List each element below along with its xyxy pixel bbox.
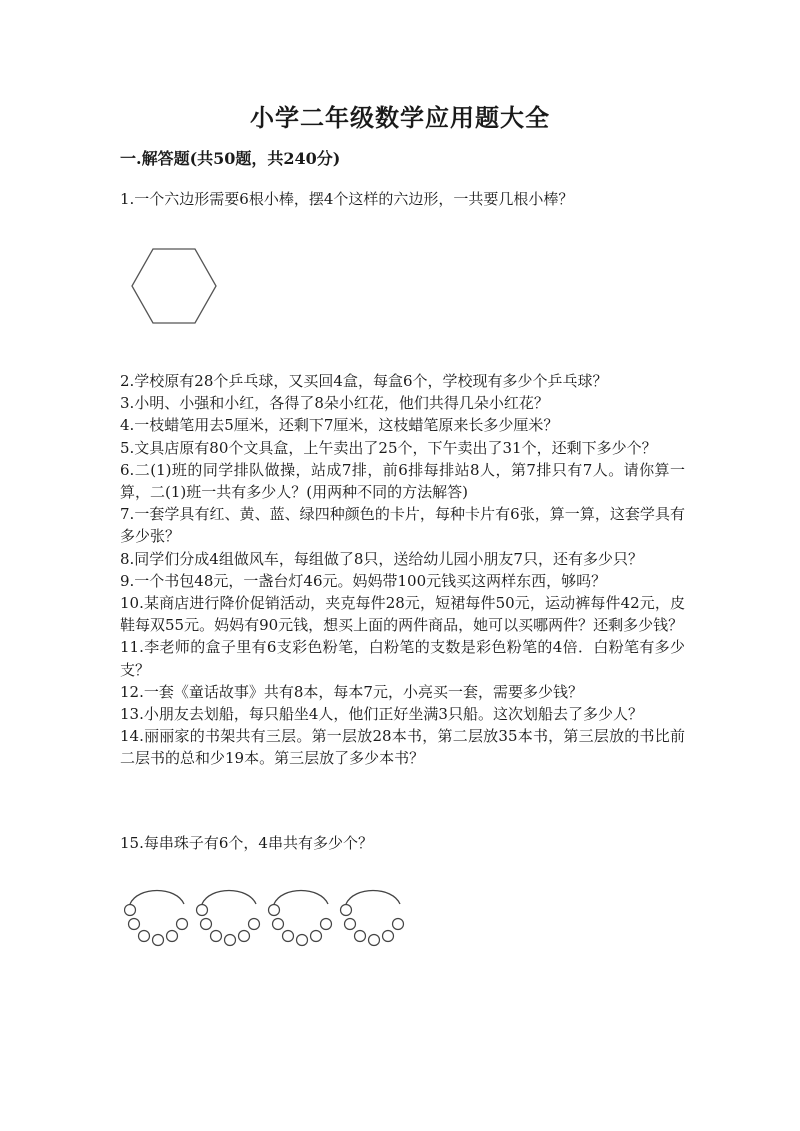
bead-circle	[201, 919, 212, 930]
bead-circle	[197, 905, 208, 916]
question-11: 11.李老师的盒子里有6支彩色粉笔，白粉笔的支数是彩色粉笔的4倍．白粉笔有多少支？	[120, 638, 685, 679]
string-arc	[202, 891, 256, 905]
bead-circle	[355, 931, 366, 942]
question-5: 5.文具店原有80个文具盒，上午卖出了25个，下午卖出了31个，还剩下多少个？	[120, 438, 657, 457]
bead-circle	[369, 935, 380, 946]
bead-circle	[239, 931, 250, 942]
bead-circle	[153, 935, 164, 946]
question-7: 7.一套学具有红、黄、蓝、绿四种颜色的卡片，每种卡片有6张，算一算，这套学具有多少张？	[120, 505, 685, 546]
bead-circle	[211, 931, 222, 942]
string-arc	[274, 891, 328, 905]
bead-circle	[283, 931, 294, 942]
bead-circle	[125, 905, 136, 916]
question-list	[120, 370, 685, 770]
bead-circle	[129, 919, 140, 930]
question-14: 14.丽丽家的书架共有三层。第一层放28本书，第二层放35本书，第三层放的书比前二层书的总和少19本。第三层放了多少本书？	[120, 727, 685, 768]
bead-string	[197, 891, 260, 946]
bead-circle	[167, 931, 178, 942]
bead-strings-figure	[124, 888, 424, 958]
question-1: 1.一个六边形需要6根小棒，摆4个这样的六边形，一共要几根小棒？	[120, 190, 574, 208]
bead-circle	[225, 935, 236, 946]
bead-circle	[297, 935, 308, 946]
bead-circle	[321, 919, 332, 930]
string-arc	[130, 891, 184, 905]
bead-circle	[177, 919, 188, 930]
question-8: 8.同学们分成4组做风车，每组做了8只，送给幼儿园小朋友7只，还有多少只？	[120, 549, 643, 568]
question-9: 9.一个书包48元，一盏台灯46元。妈妈带100元钱买这两样东西，够吗？	[120, 571, 607, 590]
string-arc	[346, 891, 400, 905]
bead-circle	[269, 905, 280, 916]
bead-circle	[273, 919, 284, 930]
bead-circle	[383, 931, 394, 942]
bead-circle	[393, 919, 404, 930]
bead-string	[341, 891, 404, 946]
bead-circle	[139, 931, 150, 942]
section-heading: 一.解答题(共50题，共240分)	[120, 149, 341, 168]
bead-string	[269, 891, 332, 946]
question-15: 15.每串珠子有6个，4串共有多少个？	[120, 834, 373, 852]
question-2: 2.学校原有28个乒乓球，又买回4盒，每盒6个，学校现有多少个乒乓球？	[120, 372, 608, 390]
bead-circle	[249, 919, 260, 930]
question-4: 4.一枝蜡笔用去5厘米，还剩下7厘米，这枝蜡笔原来长多少厘米？	[120, 416, 559, 435]
hexagon-icon	[128, 245, 220, 327]
bead-string	[125, 891, 188, 946]
question-13: 13.小朋友去划船，每只船坐4人，他们正好坐满3只船。这次划船去了多少人？	[120, 705, 643, 724]
question-6: 6.二(1)班的同学排队做操，站成7排，前6排每排站8人，第7排只有7人。请你算一算，二(1)班一共有多少人？(用两种不同的方法解答)	[120, 460, 685, 502]
question-12: 12.一套《童话故事》共有8本，每本7元，小亮买一套，需要多少钱？	[120, 682, 583, 701]
question-10: 10.某商店进行降价促销活动，夹克每件28元，短裙每件50元，运动裤每件42元，皮鞋每双55元。妈妈有90元钱，想买上面的两件商品，她可以买哪两件？还剩多少钱？	[120, 594, 685, 635]
bead-circle	[311, 931, 322, 942]
page-title: 小学二年级数学应用题大全	[250, 103, 550, 132]
question-3: 3.小明、小强和小红，各得了8朵小红花，他们共得几朵小红花？	[120, 394, 549, 413]
bead-circle	[345, 919, 356, 930]
bead-circle	[341, 905, 352, 916]
